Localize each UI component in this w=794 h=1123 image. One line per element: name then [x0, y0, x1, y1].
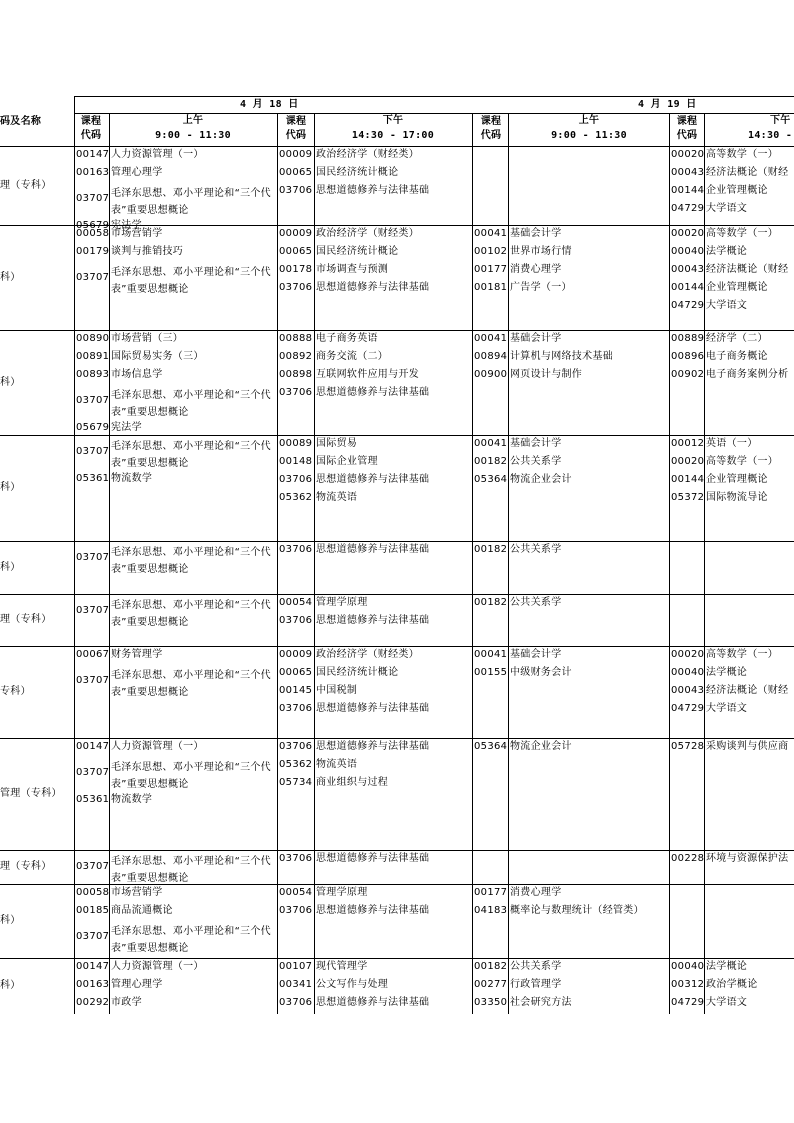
- course-name: 国际企业管理: [316, 456, 378, 467]
- course-code: 00144: [671, 474, 705, 485]
- row-divider: [0, 146, 794, 147]
- code-header: 课程代码: [676, 116, 698, 141]
- course-name: 中级财务会计: [510, 667, 572, 678]
- date-header-1: 4 月 18 日: [240, 99, 299, 110]
- course-code: 05364: [474, 474, 508, 485]
- course-name: 行政管理学: [510, 979, 562, 990]
- course-code: 03350: [474, 997, 508, 1008]
- course-name: 企业管理概论: [706, 474, 768, 485]
- course-name: 思想道德修养与法律基础: [316, 853, 430, 864]
- course-name: 商务交流（二）: [316, 351, 389, 362]
- course-name: 国际物流导论: [706, 492, 768, 503]
- course-code: 00107: [279, 961, 313, 972]
- course-code: 00041: [474, 228, 508, 239]
- course-code: 03707: [76, 675, 110, 686]
- row-divider: [0, 850, 794, 851]
- course-name: 毛泽东思想、邓小平理论和“三个代表”重要思想概论: [111, 441, 271, 469]
- course-code: 00145: [279, 685, 313, 696]
- course-name: 消费心理学: [510, 887, 562, 898]
- course-name: 经济法概论（财经: [706, 167, 789, 178]
- course-code: 00894: [474, 351, 508, 362]
- course-code: 00040: [671, 961, 705, 972]
- course-name: 毛泽东思想、邓小平理论和“三个代表”重要思想概论: [111, 547, 271, 575]
- course-code: 00182: [474, 544, 508, 555]
- major-name: 科）: [0, 915, 21, 926]
- course-name: 市场营销学: [111, 228, 163, 239]
- course-name: 大学语文: [706, 997, 748, 1008]
- date-header-2: 4 月 19 日: [638, 99, 697, 110]
- major-name: 管理（专科）: [0, 788, 62, 799]
- major-name: 理（专科）: [0, 179, 52, 191]
- course-name: 基础会计学: [510, 438, 562, 449]
- course-name: 广告学（一）: [510, 282, 572, 293]
- course-name: 英语（一）: [706, 438, 758, 449]
- course-code: 00178: [279, 264, 313, 275]
- course-name: 毛泽东思想、邓小平理论和“三个代表”重要思想概论: [111, 670, 271, 698]
- course-name: 国民经济统计概论: [316, 167, 399, 178]
- pm-time: 14:30 - 17:00: [351, 130, 435, 141]
- course-code: 00292: [76, 997, 110, 1008]
- course-name: 国民经济统计概论: [316, 246, 399, 257]
- course-code: 00181: [474, 282, 508, 293]
- course-name: 公文写作与处理: [316, 979, 389, 990]
- course-code: 00892: [279, 351, 313, 362]
- course-code: 00182: [474, 456, 508, 467]
- am-header: 上午: [182, 115, 204, 126]
- course-name: 采购谈判与供应商: [706, 741, 789, 752]
- course-name: 电子商务概论: [706, 351, 768, 362]
- row-divider: [0, 435, 794, 436]
- course-name: 公共关系学: [510, 544, 562, 555]
- course-code: 05362: [279, 759, 313, 770]
- course-code: 00102: [474, 246, 508, 257]
- course-name: 物流企业会计: [510, 474, 572, 485]
- major-name: 理（专科）: [0, 614, 52, 625]
- course-name: 思想道德修养与法律基础: [316, 905, 430, 916]
- course-name: 公共关系学: [510, 456, 562, 467]
- course-code: 03707: [76, 552, 110, 563]
- course-code: 03707: [76, 193, 110, 204]
- course-name: 商业组织与过程: [316, 777, 389, 788]
- course-name: 法学概论: [706, 961, 748, 972]
- course-code: 05372: [671, 492, 705, 503]
- course-name: 物流数学: [111, 794, 153, 805]
- course-name: 思想道德修养与法律基础: [316, 703, 430, 714]
- course-name: 物流英语: [316, 759, 358, 770]
- course-code: 03707: [76, 861, 110, 872]
- row-divider: [0, 738, 794, 739]
- column-divider: [508, 113, 509, 1014]
- course-code: 00177: [474, 264, 508, 275]
- am-time: 9:00 - 11:30: [155, 130, 231, 141]
- course-name: 高等数学（一）: [706, 649, 779, 660]
- course-code: 00067: [76, 649, 110, 660]
- course-code: 00009: [279, 228, 313, 239]
- column-divider: [74, 96, 75, 1014]
- course-code: 00065: [279, 246, 313, 257]
- name-column-header: 码及名称: [0, 116, 42, 127]
- course-name: 毛泽东思想、邓小平理论和“三个代表”重要思想概论: [111, 926, 271, 954]
- course-code: 00040: [671, 667, 705, 678]
- course-code: 00089: [279, 438, 313, 449]
- course-name: 基础会计学: [510, 333, 562, 344]
- course-name: 管理心理学: [111, 167, 163, 178]
- course-code: 00020: [671, 228, 705, 239]
- major-name: 科）: [0, 482, 21, 493]
- course-code: 03706: [279, 703, 313, 714]
- course-name: 中国税制: [316, 685, 358, 696]
- course-code: 04729: [671, 300, 705, 311]
- course-name: 大学语文: [706, 703, 748, 714]
- course-name: 政治学概论: [706, 979, 758, 990]
- column-divider: [472, 113, 473, 1014]
- row-divider: [0, 958, 794, 959]
- course-code: 05728: [671, 741, 705, 752]
- course-name: 毛泽东思想、邓小平理论和“三个代表”重要思想概论: [111, 856, 271, 884]
- course-name: 市场调查与预测: [316, 264, 389, 275]
- course-code: 00043: [671, 264, 705, 275]
- course-name: 经济学（二）: [706, 333, 768, 344]
- course-code: 00147: [76, 961, 110, 972]
- course-code: 00163: [76, 167, 110, 178]
- course-name: 经济法概论（财经: [706, 264, 789, 275]
- major-name: 专科）: [0, 686, 31, 697]
- course-name: 财务管理学: [111, 649, 163, 660]
- course-name: 物流企业会计: [510, 741, 572, 752]
- row-divider: [0, 330, 794, 331]
- course-code: 04729: [671, 703, 705, 714]
- pm-time: 14:30 -: [748, 130, 793, 141]
- course-name: 政治经济学（财经类）: [316, 149, 419, 160]
- course-name: 思想道德修养与法律基础: [316, 387, 430, 398]
- course-code: 00041: [474, 438, 508, 449]
- course-name: 企业管理概论: [706, 282, 768, 293]
- course-name: 市场信息学: [111, 369, 163, 380]
- course-code: 00147: [76, 741, 110, 752]
- course-code: 00040: [671, 246, 705, 257]
- course-code: 04729: [671, 203, 705, 214]
- course-name: 社会研究方法: [510, 997, 572, 1008]
- course-code: 00020: [671, 456, 705, 467]
- major-name: 科）: [0, 980, 21, 991]
- course-code: 03706: [279, 615, 313, 626]
- code-header: 课程代码: [480, 116, 502, 141]
- course-code: 00065: [279, 667, 313, 678]
- course-name: 毛泽东思想、邓小平理论和“三个代表”重要思想概论: [111, 390, 271, 418]
- course-code: 00144: [671, 282, 705, 293]
- course-name: 世界市场行情: [510, 246, 572, 257]
- course-code: 00058: [76, 228, 110, 239]
- course-name: 管理心理学: [111, 979, 163, 990]
- course-code: 00065: [279, 167, 313, 178]
- course-name: 公共关系学: [510, 597, 562, 608]
- course-code: 00012: [671, 438, 705, 449]
- course-code: 00177: [474, 887, 508, 898]
- course-code: 05361: [76, 794, 110, 805]
- course-name: 经济法概论（财经: [706, 685, 789, 696]
- course-name: 概率论与数理统计（经管类）: [510, 905, 644, 916]
- course-code: 00043: [671, 167, 705, 178]
- course-code: 03706: [279, 544, 313, 555]
- course-code: 00890: [76, 333, 110, 344]
- course-code: 00889: [671, 333, 705, 344]
- course-name: 法学概论: [706, 246, 748, 257]
- course-code: 04729: [671, 997, 705, 1008]
- column-divider: [314, 113, 315, 1014]
- course-code: 00898: [279, 369, 313, 380]
- course-code: 00182: [474, 597, 508, 608]
- course-name: 法学概论: [706, 667, 748, 678]
- course-name: 环境与资源保护法: [706, 853, 789, 864]
- course-name: 人力资源管理（一）: [111, 961, 204, 972]
- row-divider: [0, 646, 794, 647]
- course-code: 03706: [279, 185, 313, 196]
- exam-schedule-table: [0, 96, 794, 1014]
- major-name: 科）: [0, 376, 21, 388]
- course-name: 思想道德修养与法律基础: [316, 615, 430, 626]
- course-code: 03707: [76, 395, 110, 406]
- course-code: 03707: [76, 446, 110, 457]
- course-code: 00312: [671, 979, 705, 990]
- course-code: 03707: [76, 931, 110, 942]
- course-name: 国际贸易: [316, 438, 358, 449]
- course-name: 计算机与网络技术基础: [510, 351, 613, 362]
- course-code: 00041: [474, 649, 508, 660]
- course-name: 毛泽东思想、邓小平理论和“三个代表”重要思想概论: [111, 762, 271, 790]
- course-name: 消费心理学: [510, 264, 562, 275]
- course-name: 市场营销学: [111, 887, 163, 898]
- course-code: 00043: [671, 685, 705, 696]
- course-name: 国际贸易实务（三）: [111, 351, 204, 362]
- course-code: 05361: [76, 473, 110, 484]
- course-code: 05362: [279, 492, 313, 503]
- course-name: 国民经济统计概论: [316, 667, 399, 678]
- course-code: 00228: [671, 853, 705, 864]
- course-name: 管理学原理: [316, 597, 368, 608]
- course-name: 大学语文: [706, 300, 748, 311]
- course-code: 00341: [279, 979, 313, 990]
- course-name: 宪法学: [111, 422, 142, 433]
- row-divider: [0, 594, 794, 595]
- code-header: 课程代码: [285, 116, 307, 141]
- course-name: 高等数学（一）: [706, 456, 779, 467]
- course-code: 03706: [279, 905, 313, 916]
- column-divider: [669, 113, 670, 1014]
- course-name: 毛泽东思想、邓小平理论和“三个代表”重要思想概论: [111, 600, 271, 628]
- major-name: 科）: [0, 561, 21, 573]
- course-code: 00902: [671, 369, 705, 380]
- course-code: 00020: [671, 649, 705, 660]
- course-code: 03707: [76, 272, 110, 283]
- course-code: 00009: [279, 649, 313, 660]
- am-header: 上午: [578, 115, 600, 126]
- course-code: 03706: [279, 474, 313, 485]
- course-name: 人力资源管理（一）: [111, 149, 204, 160]
- course-code: 03706: [279, 853, 313, 864]
- course-name: 思想道德修养与法律基础: [316, 997, 430, 1008]
- column-divider: [277, 113, 278, 1014]
- course-code: 05679: [76, 422, 110, 433]
- course-code: 00182: [474, 961, 508, 972]
- course-code: 00148: [279, 456, 313, 467]
- course-code: 00147: [76, 149, 110, 160]
- course-code: 00041: [474, 333, 508, 344]
- course-name: 高等数学（一）: [706, 149, 779, 160]
- course-code: 03707: [76, 605, 110, 616]
- course-name: 大学语文: [706, 203, 748, 214]
- course-code: 03706: [279, 997, 313, 1008]
- course-name: 思想道德修养与法律基础: [316, 185, 430, 196]
- course-code: 00155: [474, 667, 508, 678]
- course-name: 物流数学: [111, 473, 153, 484]
- course-name: 电子商务案例分析: [706, 369, 789, 380]
- row-divider: [74, 96, 794, 97]
- course-name: 管理学原理: [316, 887, 368, 898]
- course-name: 物流英语: [316, 492, 358, 503]
- course-code: 05364: [474, 741, 508, 752]
- course-name: 政治经济学（财经类）: [316, 228, 419, 239]
- course-name: 企业管理概论: [706, 185, 768, 196]
- course-code: 00277: [474, 979, 508, 990]
- course-name: 高等数学（一）: [706, 228, 779, 239]
- course-name: 互联网软件应用与开发: [316, 369, 419, 380]
- course-code: 00054: [279, 597, 313, 608]
- am-time: 9:00 - 11:30: [551, 130, 627, 141]
- course-name: 电子商务英语: [316, 333, 378, 344]
- course-code: 04183: [474, 905, 508, 916]
- course-code: 05734: [279, 777, 313, 788]
- course-code: 00144: [671, 185, 705, 196]
- code-header: 课程代码: [80, 116, 102, 141]
- course-name: 思想道德修养与法律基础: [316, 282, 430, 293]
- course-name: 宪法学: [111, 220, 142, 231]
- course-code: 00058: [76, 887, 110, 898]
- course-name: 谈判与推销技巧: [111, 246, 184, 257]
- row-divider: [0, 541, 794, 542]
- course-code: 03706: [279, 387, 313, 398]
- course-code: 00893: [76, 369, 110, 380]
- course-code: 00896: [671, 351, 705, 362]
- course-name: 公共关系学: [510, 961, 562, 972]
- course-code: 00054: [279, 887, 313, 898]
- course-code: 00185: [76, 905, 110, 916]
- course-name: 基础会计学: [510, 228, 562, 239]
- major-name: 理（专科）: [0, 861, 52, 872]
- course-name: 现代管理学: [316, 961, 368, 972]
- course-name: 毛泽东思想、邓小平理论和“三个代表”重要思想概论: [111, 267, 271, 295]
- course-code: 00900: [474, 369, 508, 380]
- course-code: 00009: [279, 149, 313, 160]
- row-divider: [74, 113, 794, 114]
- course-name: 毛泽东思想、邓小平理论和“三个代表”重要思想概论: [111, 188, 271, 216]
- course-code: 05679: [76, 220, 110, 231]
- course-name: 思想道德修养与法律基础: [316, 741, 430, 752]
- course-name: 网页设计与制作: [510, 369, 583, 380]
- course-code: 00888: [279, 333, 313, 344]
- pm-header: 下午: [770, 115, 791, 126]
- course-code: 03706: [279, 282, 313, 293]
- course-code: 00163: [76, 979, 110, 990]
- course-name: 人力资源管理（一）: [111, 741, 204, 752]
- course-name: 基础会计学: [510, 649, 562, 660]
- course-code: 03707: [76, 767, 110, 778]
- pm-header: 下午: [382, 115, 404, 126]
- course-name: 政治经济学（财经类）: [316, 649, 419, 660]
- course-code: 03706: [279, 741, 313, 752]
- course-code: 00179: [76, 246, 110, 257]
- major-name: 科）: [0, 271, 21, 283]
- course-code: 00020: [671, 149, 705, 160]
- course-name: 思想道德修养与法律基础: [316, 544, 430, 555]
- course-name: 市场营销（三）: [111, 333, 184, 344]
- course-code: 00891: [76, 351, 110, 362]
- course-name: 市政学: [111, 997, 142, 1008]
- course-name: 思想道德修养与法律基础: [316, 474, 430, 485]
- course-name: 商品流通概论: [111, 905, 173, 916]
